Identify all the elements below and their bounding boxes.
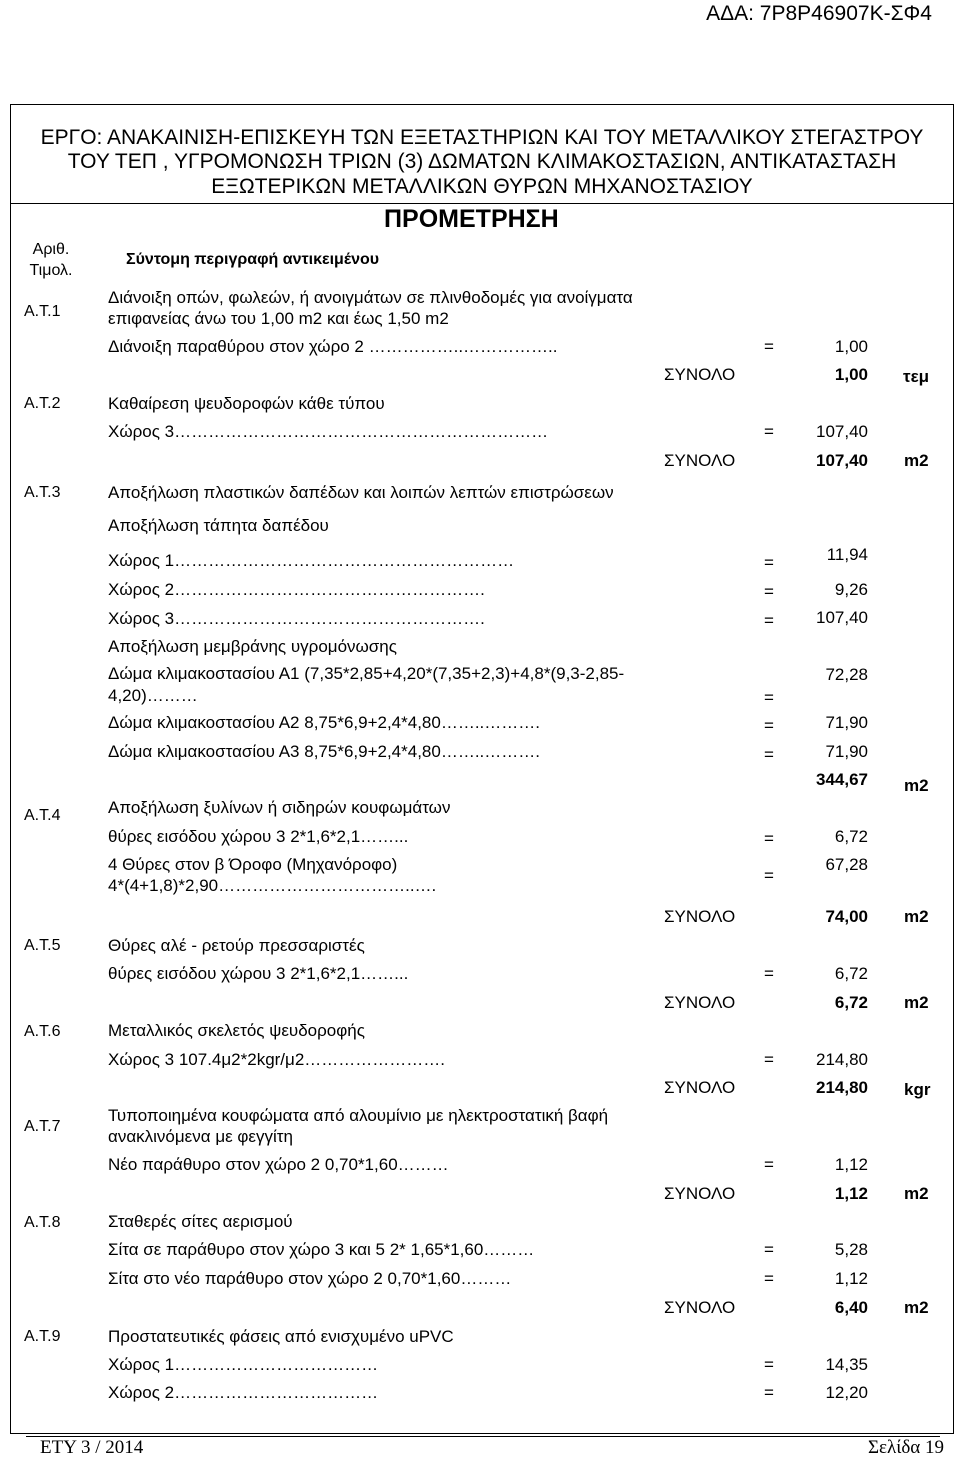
measurement-value: 107,40 (816, 608, 868, 627)
total-value: 1,00 (834, 365, 868, 384)
measurement-subheading: Αποξήλωση τάπητα δαπέδου (108, 516, 329, 535)
total-unit: m2 (904, 776, 929, 795)
measurement-value: 9,26 (834, 580, 868, 599)
measurement-line: Σίτα στο νέο παράθυρο στον χώρο 2 0,70*1,60……… (108, 1269, 512, 1288)
measurement-value: 71,90 (825, 713, 868, 732)
total-label: ΣΥΝΟΛΟ (664, 451, 736, 470)
equals-sign: = (764, 422, 774, 441)
page-heading: ΠΡΟΜΕΤΡΗΣΗ (384, 205, 559, 233)
equals-sign: = (764, 866, 774, 885)
measurement-value: 14,35 (825, 1355, 868, 1374)
total-value: 344,67 (816, 770, 868, 789)
equals-sign: = (764, 829, 774, 848)
total-value: 214,80 (816, 1078, 868, 1097)
equals-sign: = (764, 745, 774, 764)
measurement-value: 6,72 (834, 964, 868, 983)
total-value: 107,40 (816, 451, 868, 470)
column-header-description: Σύντομη περιγραφή αντικειμένου (126, 251, 380, 268)
total-unit: kgr (904, 1080, 931, 1099)
total-value: 1,12 (834, 1184, 868, 1203)
equals-sign: = (764, 553, 774, 572)
equals-sign: = (764, 1355, 774, 1374)
total-unit: τεμ (903, 367, 930, 386)
measurement-line: θύρες εισόδου χώρου 3 2*1,6*2,1……... (108, 964, 409, 983)
measurement-line: 4 Θύρες στον β Όροφο (Μηχανόροφο) (108, 855, 398, 874)
measurement-value: 71,90 (825, 742, 868, 761)
item-code: Α.Τ.4 (24, 807, 61, 824)
total-unit: m2 (904, 1184, 929, 1203)
measurement-subheading: Αποξήλωση μεμβράνης υγρομόνωσης (108, 637, 397, 656)
item-description: Προστατευτικές φάσεις από ενισχυμένο uPVC (108, 1327, 454, 1346)
equals-sign: = (764, 716, 774, 735)
total-label: ΣΥΝΟΛΟ (664, 907, 736, 926)
equals-sign: = (764, 582, 774, 601)
footer-left: ΕΤΥ 3 / 2014 (40, 1437, 144, 1458)
total-label: ΣΥΝΟΛΟ (664, 365, 736, 384)
total-label: ΣΥΝΟΛΟ (664, 1184, 736, 1203)
equals-sign: = (764, 337, 774, 356)
measurement-value: 72,28 (825, 665, 868, 684)
total-label: ΣΥΝΟΛΟ (664, 1078, 736, 1097)
measurement-value: 5,28 (834, 1240, 868, 1259)
total-value: 6,40 (834, 1298, 868, 1317)
item-code: Α.Τ.6 (24, 1023, 61, 1040)
equals-sign: = (764, 1240, 774, 1259)
item-code: Α.Τ.3 (24, 484, 61, 501)
item-description: Διάνοιξη οπών, φωλεών, ή ανοιγμάτων σε πλινθοδομές για ανοίγματα (108, 288, 633, 307)
measurement-line: Χώρος 3………………………………………………………… (108, 422, 549, 441)
total-label: ΣΥΝΟΛΟ (664, 993, 736, 1012)
total-value: 6,72 (834, 993, 868, 1012)
item-code: Α.Τ.2 (24, 395, 61, 412)
measurement-value: 1,00 (834, 337, 868, 356)
column-header-timol: Τιμολ. (29, 262, 73, 279)
equals-sign: = (764, 611, 774, 630)
item-description: Αποξήλωση πλαστικών δαπέδων και λοιπών λεπτών επιστρώσεων (108, 483, 614, 502)
measurement-value: 67,28 (825, 855, 868, 874)
equals-sign: = (764, 1383, 774, 1402)
equals-sign: = (764, 688, 774, 707)
item-description: Σταθερές σίτες αερισμού (108, 1212, 293, 1231)
total-label: ΣΥΝΟΛΟ (664, 1298, 736, 1317)
item-description: ανακλινόμενα με φεγγίτη (108, 1127, 293, 1146)
measurement-line: Χώρος 1…………………………………………………… (108, 551, 515, 570)
measurement-line-cont: 4,20)……… (108, 686, 198, 705)
equals-sign: = (764, 964, 774, 983)
title-box (10, 104, 954, 204)
equals-sign: = (764, 1269, 774, 1288)
measurement-line: Χώρος 2……………………………… (108, 1383, 379, 1402)
equals-sign: = (764, 1155, 774, 1174)
item-description: Θύρες αλέ - ρετούρ πρεσσαριστές (108, 936, 365, 955)
measurement-value: 1,12 (834, 1269, 868, 1288)
measurement-value: 214,80 (816, 1050, 868, 1069)
measurement-line: Χώρος 3 107.4μ2*2kgr/μ2……………………. (108, 1050, 446, 1069)
item-description: Μεταλλικός σκελετός ψευδοροφής (108, 1021, 365, 1040)
measurement-line: Διάνοιξη παραθύρου στον χώρο 2 ……………..…………….. (108, 337, 558, 356)
measurement-line: Δώμα κλιμακοστασίου Α1 (7,35*2,85+4,20*(7,35+2,3)+4,8*(9,3-2,85- (108, 664, 625, 683)
measurement-value: 6,72 (834, 827, 868, 846)
total-unit: m2 (904, 907, 929, 926)
item-code: Α.Τ.7 (24, 1118, 61, 1135)
title-line-1: ΕΡΓΟ: ΑΝΑΚΑΙΝΙΣΗ-ΕΠΙΣΚΕΥΗ ΤΩΝ ΕΞΕΤΑΣΤΗΡΙΩΝ ΚΑΙ ΤΟΥ ΜΕΤΑΛΛΙΚΟΥ ΣΤΕΓΑΣΤΡΟΥ (40, 126, 924, 149)
item-code: Α.Τ.9 (24, 1328, 61, 1345)
item-description: επιφανείας άνω του 1,00 m2 και έως 1,50 m2 (108, 309, 449, 328)
item-description: Τυποποιημένα κουφώματα από αλουμίνιο με ηλεκτροστατική βαφή (108, 1106, 609, 1125)
item-description: Αποξήλωση ξυλίνων ή σιδηρών κουφωμάτων (108, 798, 451, 817)
document-id: ΑΔΑ: 7Ρ8Ρ46907Κ-ΣΦ4 (706, 2, 932, 25)
item-code: Α.Τ.8 (24, 1214, 61, 1231)
measurement-line: Χώρος 3………………………………………………. (108, 609, 485, 628)
measurement-line-cont: 4*(4+1,8)*2,90……………………………..…. (108, 876, 437, 895)
item-code: Α.Τ.1 (24, 303, 61, 320)
footer-rule (26, 1436, 940, 1437)
measurement-line: Χώρος 2………………………………………………. (108, 580, 485, 599)
title-line-2: ΤΟΥ ΤΕΠ , ΥΓΡΟΜΟΝΩΣΗ ΤΡΙΩΝ (3) ΔΩΜΑΤΩΝ ΚΛΙΜΑΚΟΣΤΑΣΙΩΝ, ΑΝΤΙΚΑΤΑΣΤΑΣΗ (67, 150, 897, 173)
measurement-line: Δώμα κλιμακοστασίου Α2 8,75*6,9+2,4*4,80……..………. (108, 713, 541, 732)
measurement-value: 11,94 (826, 545, 868, 564)
footer-page-number: Σελίδα 19 (867, 1437, 944, 1458)
total-unit: m2 (904, 451, 929, 470)
measurement-line: Νέο παράθυρο στον χώρο 2 0,70*1,60……… (108, 1155, 449, 1174)
item-description: Καθαίρεση ψευδοροφών κάθε τύπου (108, 394, 385, 413)
measurement-value: 107,40 (816, 422, 868, 441)
measurement-line: θύρες εισόδου χώρου 3 2*1,6*2,1……... (108, 827, 409, 846)
total-value: 74,00 (825, 907, 868, 926)
title-line-3: ΕΞΩΤΕΡΙΚΩΝ ΜΕΤΑΛΛΙΚΩΝ ΘΥΡΩΝ ΜΗΧΑΝΟΣΤΑΣΙΟΥ (211, 175, 753, 198)
measurement-line: Δώμα κλιμακοστασίου Α3 8,75*6,9+2,4*4,80……..………. (108, 742, 541, 761)
item-code: Α.Τ.5 (24, 937, 61, 954)
measurement-value: 1,12 (834, 1155, 868, 1174)
total-unit: m2 (904, 993, 929, 1012)
measurement-line: Σίτα σε παράθυρο στον χώρο 3 και 5 2* 1,65*1,60……… (108, 1240, 535, 1259)
equals-sign: = (764, 1050, 774, 1069)
measurement-line: Χώρος 1……………………………… (108, 1355, 379, 1374)
measurement-value: 12,20 (825, 1383, 868, 1402)
column-header-arith: Αριθ. (32, 241, 70, 258)
total-unit: m2 (904, 1298, 929, 1317)
